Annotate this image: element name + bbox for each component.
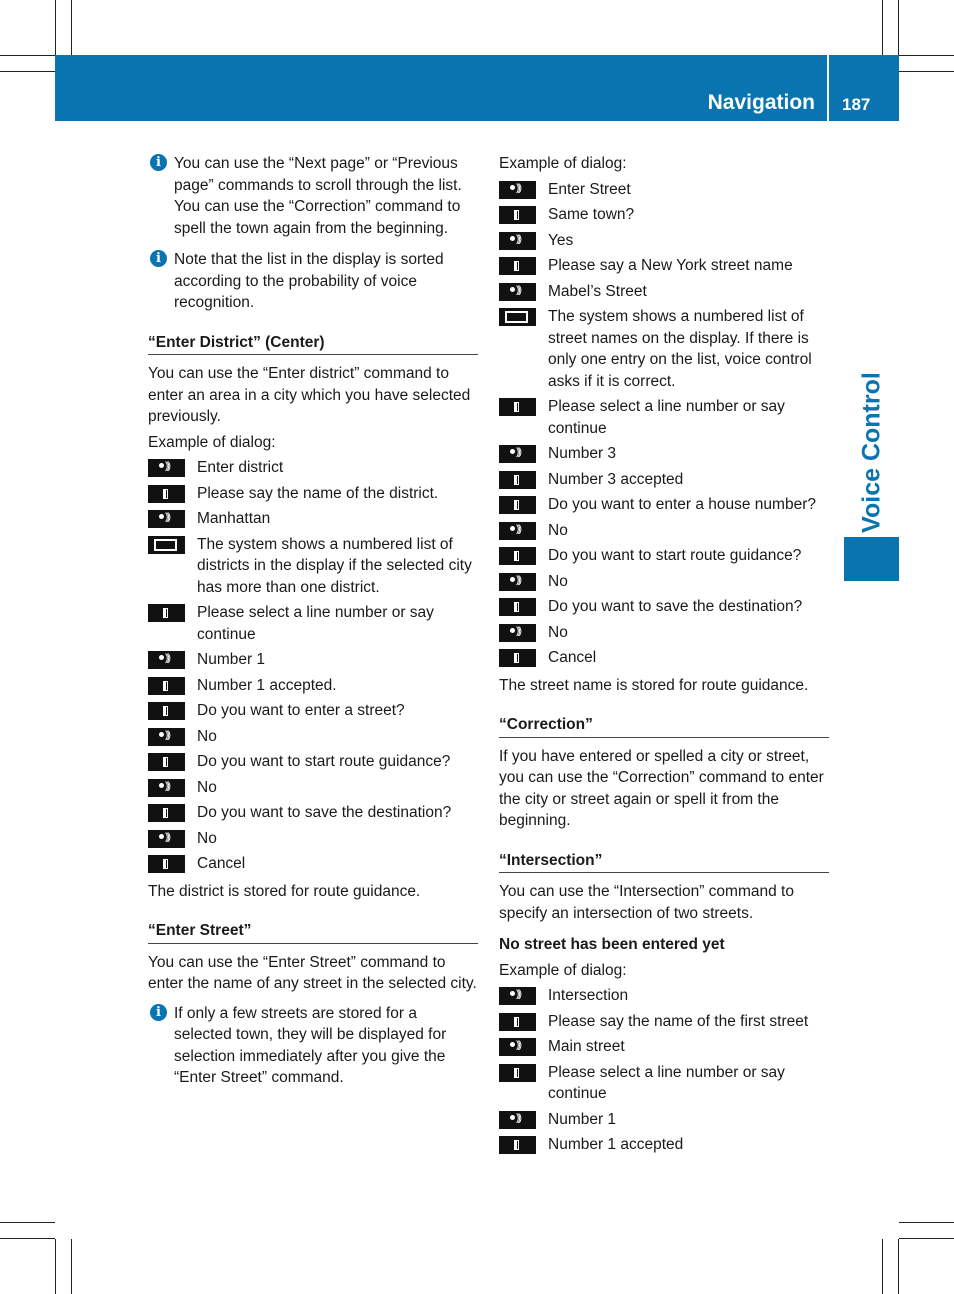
- dialog-line: [499, 306, 829, 392]
- voice-command-icon: [499, 522, 536, 540]
- dialog-line: [499, 396, 829, 439]
- paragraph: Example of dialog:: [148, 433, 276, 451]
- crop-mark: [55, 0, 56, 55]
- dialog-line: [499, 1134, 829, 1156]
- paragraph: The street name is stored for route guidance.: [499, 676, 809, 694]
- dialog-text: Number 1: [197, 651, 266, 668]
- dialog-text: Number 1 accepted: [548, 1136, 684, 1153]
- dialog-text: Do you want to start route guidance?: [197, 753, 451, 770]
- crop-mark: [0, 71, 55, 72]
- voice-command-icon: [148, 830, 185, 848]
- crop-mark: [899, 71, 954, 72]
- dialog-line: [148, 751, 478, 773]
- speaker-icon: [499, 547, 536, 565]
- section-heading: “Correction”: [499, 714, 829, 738]
- speaker-icon: [148, 604, 185, 622]
- dialog-line: [148, 726, 478, 748]
- dialog-text: Number 1 accepted.: [197, 676, 337, 694]
- paragraph: Example of dialog:: [499, 961, 627, 979]
- dialog-text: Yes: [548, 231, 574, 249]
- crop-mark: [55, 1239, 56, 1294]
- voice-command-icon: [148, 728, 185, 746]
- speaker-icon: [499, 1064, 536, 1082]
- dialog-text: Please say the name of the first street: [548, 1012, 809, 1030]
- dialog-text: Do you want to start route guidance?: [548, 547, 802, 564]
- crop-mark: [882, 0, 883, 55]
- speaker-icon: [499, 206, 536, 224]
- dialog-line: [499, 985, 829, 1007]
- dialog-text: The system shows a numbered list of districts in the display if the selected city has more than one district.: [197, 535, 472, 596]
- paragraph: You can use the “Enter district” command to enter an area in a city which you have selected previously.: [148, 365, 471, 425]
- dialog-text: The system shows a numbered list of street names on the display. If there is only one entry on the list, voice control asks if it is correct.: [548, 308, 812, 390]
- dialog-line: [499, 1011, 829, 1033]
- dialog-line: [148, 828, 478, 850]
- dialog-text: Enter district: [197, 459, 284, 476]
- dialog-text: No: [197, 778, 217, 796]
- dialog-text: Number 3 accepted: [548, 470, 684, 488]
- dialog-text: Do you want to save the destination?: [548, 598, 803, 615]
- dialog-line: [148, 700, 478, 722]
- voice-command-icon: [499, 1038, 536, 1056]
- info-note: [148, 1003, 478, 1089]
- header-divider: [827, 55, 829, 121]
- paragraph: You can use the “Enter Street” command to enter the name of any street in the selected city.: [148, 953, 477, 992]
- dialog-line: [148, 508, 478, 530]
- left-column: [148, 153, 478, 1099]
- speaker-icon: [499, 1013, 536, 1031]
- crop-mark: [899, 1222, 954, 1223]
- speaker-icon: [148, 804, 185, 822]
- dialog-text: Please select a line number or say continue: [548, 398, 785, 437]
- section-heading: “Intersection”: [499, 850, 829, 874]
- dialog-text: Do you want to save the destination?: [197, 804, 452, 821]
- speaker-icon: [148, 485, 185, 503]
- crop-mark: [71, 0, 72, 55]
- dialog-line: [148, 777, 478, 799]
- crop-mark: [0, 1222, 55, 1223]
- crop-mark: [0, 55, 55, 56]
- dialog-text: Main street: [548, 1038, 625, 1055]
- dialog-text: Cancel: [197, 855, 246, 872]
- dialog-list: [499, 179, 829, 669]
- voice-command-icon: [148, 510, 185, 528]
- voice-command-icon: [499, 232, 536, 250]
- voice-command-icon: [499, 624, 536, 642]
- dialog-line: [499, 443, 829, 465]
- info-text: You can use the “Next page” or “Previous page” commands to scroll through the list. You can use the “Correction” command to spell the town again from the beginning.: [174, 155, 462, 237]
- dialog-text: Number 1: [548, 1110, 617, 1128]
- section-title: Navigation: [707, 91, 815, 114]
- dialog-list: [499, 985, 829, 1156]
- dialog-line: [499, 622, 829, 644]
- crop-mark: [898, 0, 899, 55]
- dialog-line: [148, 483, 478, 505]
- dialog-line: [148, 853, 478, 875]
- paragraph: If you have entered or spelled a city or street, you can use the “Correction” command to enter the city or street again or spell it from the beginning.: [499, 747, 824, 829]
- dialog-line: [148, 675, 478, 697]
- dialog-line: [499, 520, 829, 542]
- crop-mark: [898, 1239, 899, 1294]
- dialog-line: [499, 204, 829, 226]
- dialog-line: [499, 281, 829, 303]
- dialog-text: No: [548, 521, 568, 539]
- paragraph: The district is stored for route guidance.: [148, 882, 421, 900]
- dialog-text: Please say the name of the district.: [197, 484, 439, 502]
- dialog-line: [499, 230, 829, 252]
- speaker-icon: [148, 855, 185, 873]
- dialog-list: [148, 457, 478, 875]
- dialog-line: [499, 596, 829, 618]
- speaker-icon: [499, 598, 536, 616]
- dialog-text: No: [197, 829, 217, 847]
- dialog-line: [499, 571, 829, 593]
- dialog-text: Do you want to enter a street?: [197, 702, 405, 719]
- paragraph: Example of dialog:: [499, 155, 627, 172]
- voice-command-icon: [499, 445, 536, 463]
- speaker-icon: [499, 1136, 536, 1154]
- dialog-line: [499, 469, 829, 491]
- dialog-line: [499, 179, 829, 201]
- dialog-text: No: [548, 572, 568, 590]
- dialog-line: [499, 1109, 829, 1131]
- dialog-line: [148, 602, 478, 645]
- speaker-icon: [148, 702, 185, 720]
- dialog-line: [499, 647, 829, 669]
- dialog-line: [499, 545, 829, 567]
- dialog-line: [148, 534, 478, 599]
- dialog-text: Enter Street: [548, 180, 631, 198]
- subheading: No street has been entered yet: [499, 936, 725, 953]
- info-icon: i: [150, 154, 167, 171]
- speaker-icon: [499, 496, 536, 514]
- dialog-line: [499, 494, 829, 516]
- voice-command-icon: [499, 987, 536, 1005]
- dialog-text: Please select a line number or say continue: [197, 604, 434, 643]
- dialog-line: [499, 1062, 829, 1105]
- speaker-icon: [499, 649, 536, 667]
- info-icon: i: [150, 250, 167, 267]
- voice-command-icon: [499, 573, 536, 591]
- speaker-icon: [148, 753, 185, 771]
- voice-command-icon: [148, 779, 185, 797]
- speaker-icon: [148, 677, 185, 695]
- info-text: If only a few streets are stored for a selected town, they will be displayed for selection immediately after you give the “Enter Street” command.: [174, 1004, 447, 1086]
- dialog-text: Same town?: [548, 206, 635, 223]
- info-icon: i: [150, 1004, 167, 1021]
- dialog-text: Cancel: [548, 649, 597, 666]
- display-icon: [148, 536, 185, 554]
- info-text: Note that the list in the display is sorted according to the probability of voice recognition.: [174, 251, 444, 311]
- dialog-text: Mabel’s Street: [548, 282, 647, 300]
- dialog-text: No: [197, 727, 217, 745]
- crop-mark: [899, 55, 954, 56]
- side-tab-marker: [844, 537, 899, 581]
- voice-command-icon: [148, 459, 185, 477]
- voice-command-icon: [499, 181, 536, 199]
- dialog-line: [148, 457, 478, 479]
- dialog-text: No: [548, 623, 568, 641]
- crop-mark: [882, 1239, 883, 1294]
- info-note: [148, 153, 478, 239]
- display-icon: [499, 308, 536, 326]
- section-heading: “Enter District” (Center): [148, 332, 478, 356]
- speaker-icon: [499, 257, 536, 275]
- dialog-line: [148, 649, 478, 671]
- right-column: [499, 153, 829, 1160]
- page-header: [55, 55, 899, 121]
- dialog-line: [148, 802, 478, 824]
- crop-mark: [0, 1238, 55, 1239]
- side-tab-label: Voice Control: [857, 372, 886, 533]
- section-heading: “Enter Street”: [148, 920, 478, 944]
- dialog-text: Please select a line number or say continue: [548, 1063, 785, 1102]
- dialog-text: Intersection: [548, 987, 629, 1004]
- dialog-text: Number 3: [548, 445, 617, 462]
- voice-command-icon: [499, 283, 536, 301]
- dialog-line: [499, 1036, 829, 1058]
- voice-command-icon: [499, 1111, 536, 1129]
- dialog-text: Please say a New York street name: [548, 257, 793, 274]
- voice-command-icon: [148, 651, 185, 669]
- dialog-text: Manhattan: [197, 510, 271, 527]
- paragraph: You can use the “Intersection” command to specify an intersection of two streets.: [499, 883, 794, 922]
- crop-mark: [71, 1239, 72, 1294]
- dialog-line: [499, 255, 829, 277]
- info-note: [148, 249, 478, 314]
- speaker-icon: [499, 471, 536, 489]
- speaker-icon: [499, 398, 536, 416]
- page-number: 187: [842, 95, 871, 114]
- dialog-text: Do you want to enter a house number?: [548, 496, 816, 513]
- crop-mark: [899, 1238, 954, 1239]
